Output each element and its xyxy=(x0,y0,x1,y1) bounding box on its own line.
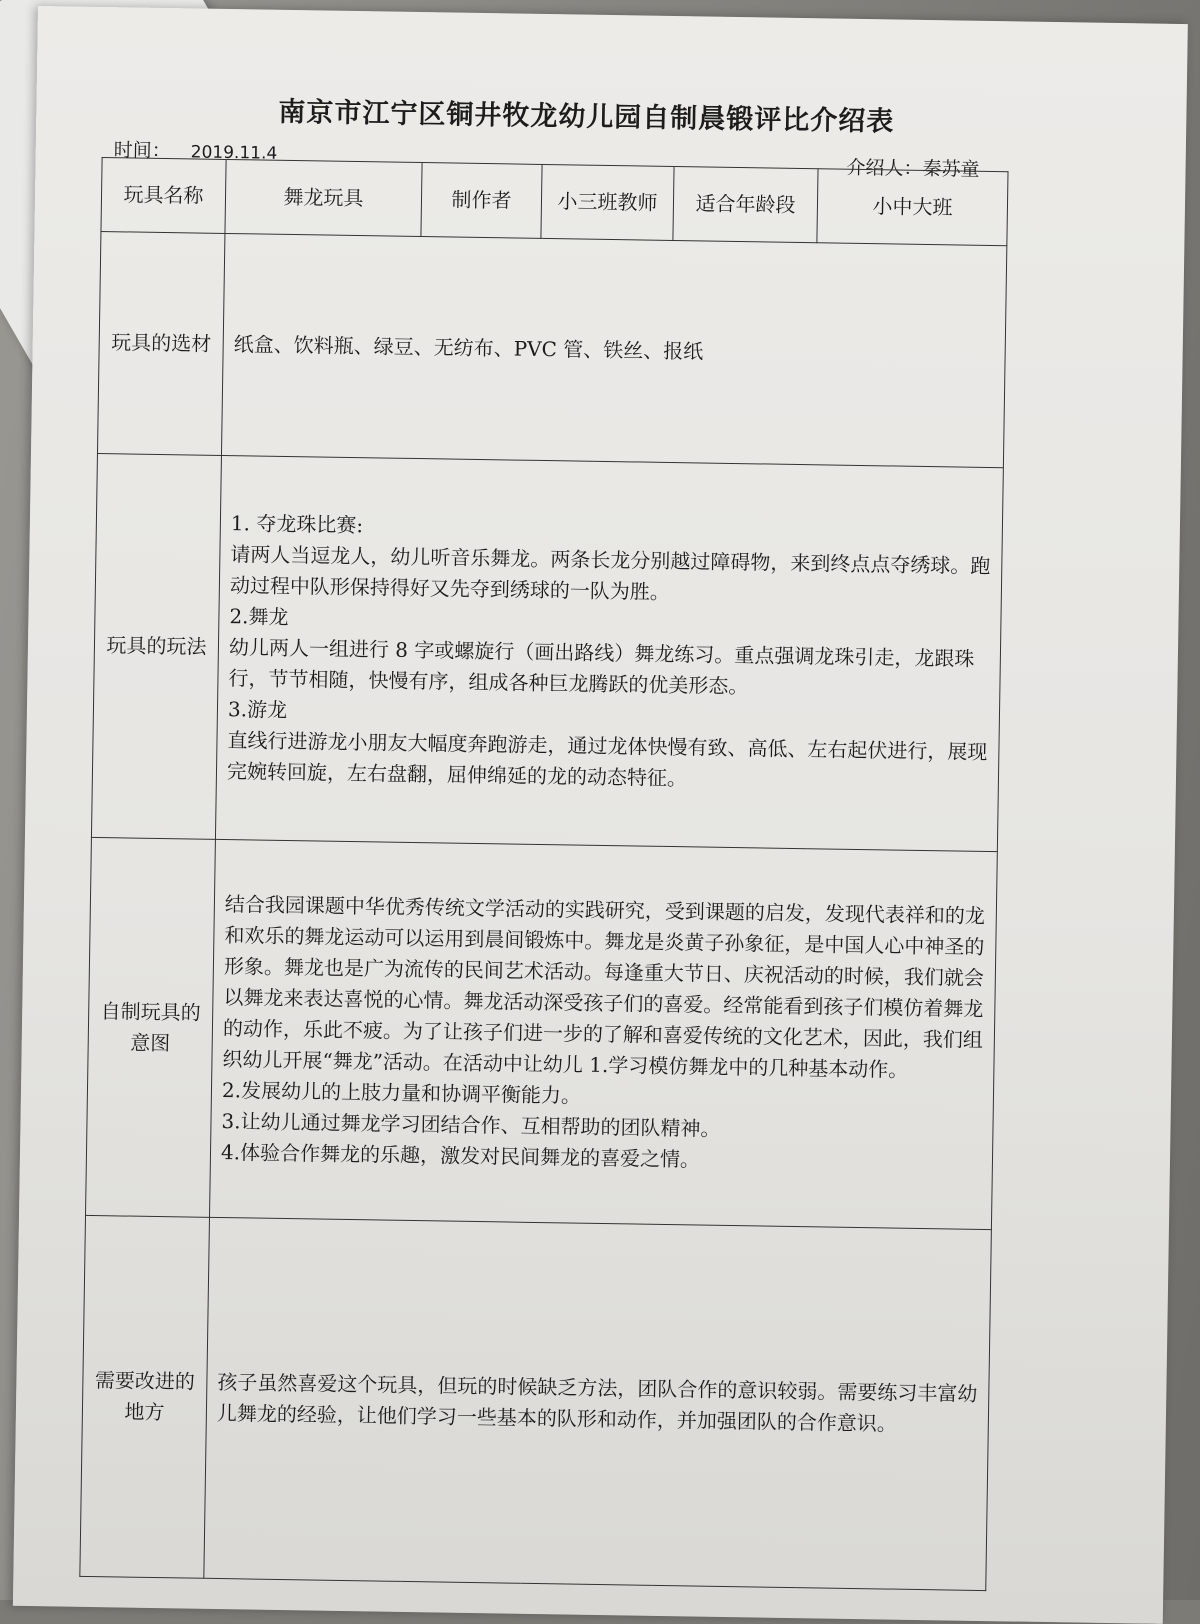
maker-label: 制作者 xyxy=(421,163,542,239)
play-row xyxy=(91,453,1003,851)
introducer-name: 秦苏童 xyxy=(922,157,980,181)
play-content xyxy=(215,455,1003,851)
intent-row xyxy=(86,837,998,1229)
improve-row xyxy=(80,1215,992,1590)
toy-name-value: 舞龙玩具 xyxy=(225,159,422,236)
play-item-2-title: 2.舞龙 xyxy=(229,604,289,630)
time-label: 时间： xyxy=(113,139,171,163)
intent-label: 自制玩具的意图 xyxy=(86,837,216,1217)
evaluation-form-table xyxy=(79,157,1008,1591)
intent-point-4: 4.体验合作舞龙的乐趣，激发对民间舞龙的喜爱之情。 xyxy=(220,1140,701,1172)
play-item-2-text: 幼儿两人一组进行 8 字或螺旋行（画出路线）舞龙练习。重点强调龙珠引走，龙跟珠行，节节相随，快慢有序，组成各种巨龙腾跃的优美形态。 xyxy=(228,635,975,699)
introducer-label: 介绍人： xyxy=(846,156,923,180)
materials-label: 玩具的选材 xyxy=(97,232,224,456)
intent-point-3: 3.让幼儿通过舞龙学习团结合作、互相帮助的团队精神。 xyxy=(221,1109,721,1141)
play-item-3-title: 3.游龙 xyxy=(227,697,288,722)
play-item-1-title: 1. 夺龙珠比赛: xyxy=(230,511,364,538)
maker-value: 小三班教师 xyxy=(541,164,674,240)
materials-text: 纸盒、饮料瓶、绿豆、无纺布、PVC 管、铁丝、报纸 xyxy=(221,233,1006,467)
toy-name-label: 玩具名称 xyxy=(101,158,226,234)
play-label: 玩具的玩法 xyxy=(91,453,221,839)
play-item-1-text: 请两人当逗龙人，幼儿听音乐舞龙。两条长龙分别越过障碍物，来到终点点夺绣球。跑动过程中队形保持得好又先夺到绣球的一队为胜。 xyxy=(229,542,991,604)
intent-text: 结合我园课题中华优秀传统文学活动的实践研究，受到课题的启发，发现代表祥和的龙和欢乐的舞龙运动可以运用到晨间锻炼中。舞龙是炎黄子孙象征，是中国人心中神圣的形象。舞龙也是广为流传的民间艺术活动。每逢重大节日、庆祝活动的时候，我们就会以舞龙来表达喜悦的心情。舞龙活动深受孩子们的喜爱。经常能看到孩子们模仿着舞龙的动作，乐此不疲。为了让孩子们进一步的了解和喜爱传统的文化艺术，因此，我们组织幼儿开展“舞龙”活动。在活动中让幼儿 1.学习模仿舞龙中的几种基本动作。 xyxy=(222,892,986,1082)
improve-label: 需要改进的地方 xyxy=(80,1215,210,1578)
date-value: 2019.11.4 xyxy=(190,142,278,164)
header-row xyxy=(101,158,1008,246)
intent-content xyxy=(209,839,997,1229)
age-range-value: 小中大班 xyxy=(817,169,1008,246)
document-title: 南京市江宁区铜井牧龙幼儿园自制晨锻评比介绍表 xyxy=(278,96,895,138)
age-range-label: 适合年龄段 xyxy=(673,167,818,243)
play-item-3-text: 直线行进游龙小朋友大幅度奔跑游走，通过龙体快慢有致、高低、左右起伏进行，展现完婉转回旋，左右盘翻，屈伸绵延的龙的动态特征。 xyxy=(226,728,988,791)
materials-row xyxy=(97,232,1006,468)
improve-text: 孩子虽然喜爱这个玩具，但玩的时候缺乏方法，团队合作的意识较弱。需要练习丰富幼儿舞龙的经验，让他们学习一些基本的队形和动作，并加强团队的合作意识。 xyxy=(204,1217,992,1590)
intent-point-2: 2.发展幼儿的上肢力量和协调平衡能力。 xyxy=(221,1078,582,1108)
document-page xyxy=(13,6,1188,1624)
